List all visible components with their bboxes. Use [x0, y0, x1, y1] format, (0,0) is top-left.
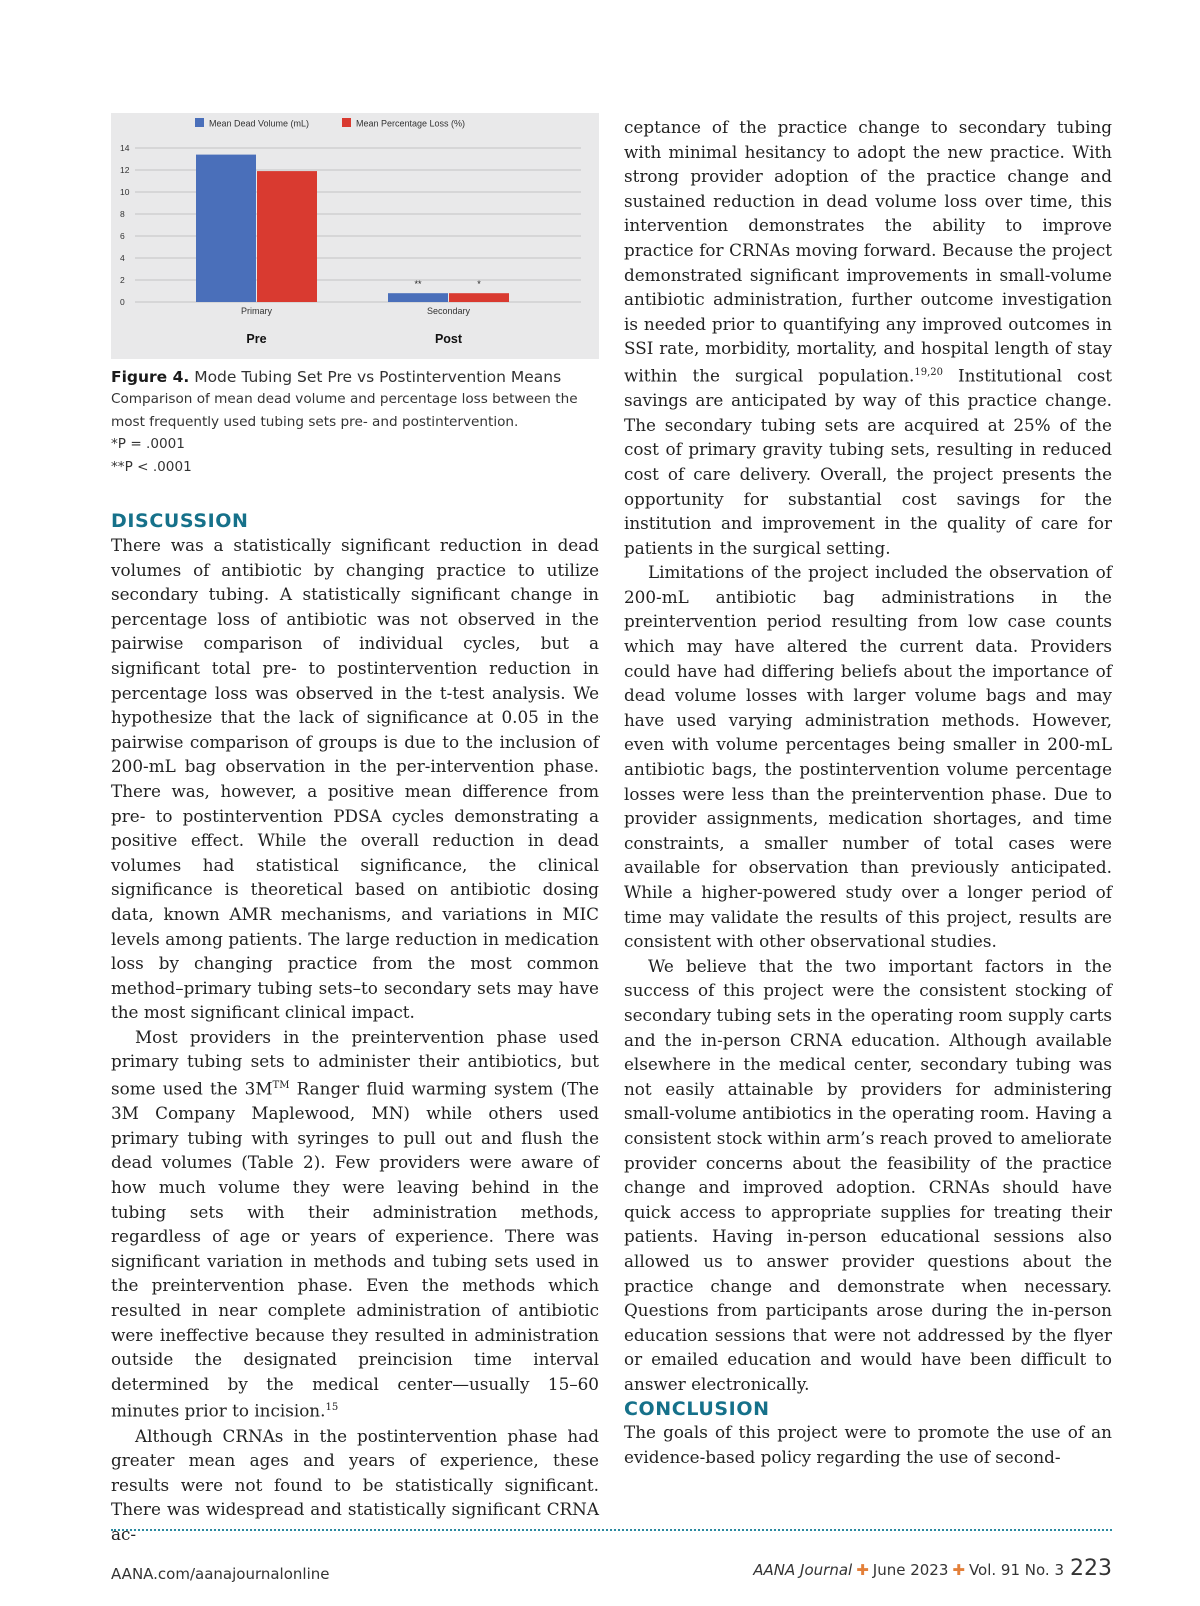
- discussion-paragraph-4-part-b: Institutional cost savings are anticipated by way of this practice change. The secondary tubing sets are acquired at 25% of the cost of primary gravity tubing sets, resulting in reduced cost of care delivery. Overall, the project presents the opportunity for substantial cost savings for the institution and improvement in the quality of care for patients in the surgical setting.: [624, 365, 1112, 558]
- x-group-label: Pre: [246, 332, 267, 346]
- reference-superscript-19-20: 19,20: [914, 366, 944, 378]
- legend-swatch: [342, 118, 351, 127]
- reference-superscript-15: 15: [325, 1402, 339, 1414]
- discussion-paragraph-2: [111, 1025, 599, 1424]
- discussion-paragraph-1: There was a statistically significant reduction in dead volumes of antibiotic by changing practice to utilize secondary tubing. A statistically significant change in percentage loss of antibiotic was not observed in the pairwise comparison of individual cycles, but a significant total pre- to postintervention reduction in percentage loss was observed in the t-test analysis. We hypothesize that the lack of significance at 0.05 in the pairwise comparison of groups is due to the inclusion of 200-mL bag observation in the per-intervention phase. There was, however, a positive mean difference from pre- to postintervention PDSA cycles demonstrating a positive effect. While the overall reduction in dead volumes had statistical significance, the clinical significance is theoretical based on antibiotic dosing data, known AMR mechanisms, and variations in MIC levels among patients. The large reduction in medication loss by changing practice from the most common method–primary tubing sets–to secondary sets may have the most significant clinical impact.: [111, 535, 599, 1023]
- x-category-label: Primary: [241, 306, 272, 316]
- conclusion-heading: CONCLUSION: [624, 1398, 770, 1420]
- y-tick-label: 8: [120, 209, 125, 219]
- discussion-paragraph-4-part-a: ceptance of the practice change to secondary tubing with minimal hesitancy to adopt the new practice. With strong provider adoption of the practice change and sustained reduction in dead volume loss over time, this intervention demonstrates the ability to improve practice for CRNAs moving forward. Because the project demonstrated significant improvements in small-volume antibiotic administration, further outcome investigation is needed prior to quantifying any improved outcomes in SSI rate, morbidity, mortality, and hospital length of stay within the surgical population.: [624, 117, 1112, 386]
- y-tick-label: 14: [120, 143, 130, 153]
- bar-secondary-percentage-loss: [449, 293, 509, 302]
- caption-p-value-1: *P = .0001: [111, 436, 185, 452]
- x-category-label: Secondary: [426, 306, 471, 316]
- caption-description: Comparison of mean dead volume and percentage loss between the most frequently used tubing sets pre- and postintervention.: [111, 391, 578, 430]
- plus-icon: ✚: [952, 1561, 965, 1579]
- discussion-paragraph-4: [624, 115, 1112, 560]
- discussion-heading: DISCUSSION: [111, 510, 249, 532]
- y-tick-label: 4: [120, 253, 125, 263]
- y-tick-label: 12: [120, 165, 130, 175]
- bar-primary-percentage-loss: [257, 171, 317, 302]
- x-group-label: Post: [434, 332, 463, 346]
- legend-label: Mean Dead Volume (mL): [209, 118, 310, 129]
- caption-p-value-2: **P < .0001: [111, 458, 192, 475]
- conclusion-paragraph-1: The goals of this project were to promote the use of an evidence-based policy regarding the use of second-: [624, 1422, 1112, 1467]
- caption-title: Mode Tubing Set Pre vs Postintervention Means: [194, 368, 562, 386]
- bar-secondary-dead-volume: [388, 293, 448, 302]
- footer-date: June 2023: [872, 1561, 949, 1579]
- discussion-paragraph-2-part-b: Ranger fluid warming system (The 3M Company Maplewood, MN) while others used primary tubing with syringes to pull out and flush the dead volumes (Table 2). Few providers were aware of how much volume they were leaving behind in the tubing sets with their administration methods, regardless of age or years of experience. There was significant variation in methods and tubing sets used in the preintervention phase. Even the methods which resulted in near complete administration of antibiotic were ineffective because they resulted in administration outside the designated preincision time interval determined by the medical center—usually 15–60 minutes prior to incision.: [111, 1078, 599, 1421]
- footer-journal-name: AANA Journal: [753, 1561, 853, 1579]
- page-number: 223: [1070, 1556, 1112, 1581]
- right-column: [624, 115, 1112, 1396]
- footer-divider: [111, 1529, 1112, 1531]
- y-tick-label: 2: [120, 275, 125, 285]
- significance-annotation: **: [414, 279, 422, 290]
- discussion-paragraph-3: Although CRNAs in the postintervention phase had greater mean ages and years of experience, these results were not found to be statistically significant. There was widespread and statistically significant CRNA ac-: [111, 1425, 599, 1544]
- legend-swatch: [195, 118, 204, 127]
- figure-caption: [111, 366, 599, 478]
- footer-volume: Vol. 91 No. 3: [968, 1561, 1064, 1579]
- y-tick-label: 10: [120, 187, 130, 197]
- discussion-paragraph-2-part-a: Most providers in the preintervention phase used primary tubing sets to administer their antibiotics, but some used the 3M: [111, 1026, 599, 1099]
- conclusion-column: [624, 1420, 1112, 1469]
- bar-primary-dead-volume: [196, 155, 256, 302]
- caption-label: Figure 4.: [111, 368, 190, 386]
- figure-4-chart: [111, 113, 599, 359]
- left-column: [111, 533, 599, 1547]
- footer-website[interactable]: AANA.com/aanajournalonline: [111, 1565, 330, 1583]
- footer-journal-info: [753, 1556, 1112, 1581]
- caption-title-line: [111, 366, 599, 388]
- bar-chart-svg: [111, 113, 599, 359]
- discussion-paragraph-5: Limitations of the project included the observation of 200-mL antibiotic bag administrations in the preintervention period resulting from low case counts which may have altered the current data. Providers could have had differing beliefs about the importance of dead volume losses with larger volume bags and may have used varying administration methods. However, even with volume percentages being smaller in 200-mL antibiotic bags, the postintervention volume percentage losses were less than the preintervention phase. Due to provider assignments, medication shortages, and time constraints, a smaller number of total cases were available for observation than previously anticipated. While a higher-powered study over a longer period of time may validate the results of this project, results are consistent with other observational studies.: [624, 562, 1112, 952]
- plus-icon: ✚: [856, 1561, 869, 1579]
- legend-label: Mean Percentage Loss (%): [356, 118, 466, 129]
- trademark-superscript: TM: [272, 1080, 290, 1092]
- significance-annotation: *: [477, 279, 481, 290]
- discussion-paragraph-6: We believe that the two important factors in the success of this project were the consistent stocking of secondary tubing sets in the operating room supply carts and the in-person CRNA education. Although available elsewhere in the medical center, secondary tubing was not easily attainable by providers for administering small-volume antibiotics in the operating room. Having a consistent stock within arm’s reach proved to ameliorate provider concerns about the feasibility of the practice change and improved adoption. CRNAs should have quick access to appropriate supplies for treating their patients. Having in-person educational sessions also allowed us to answer provider questions about the practice change and demonstrate when necessary. Questions from participants arose during the in-person education sessions that were not addressed by the flyer or emailed education and would have been difficult to answer electronically.: [624, 955, 1112, 1394]
- y-tick-label: 0: [120, 297, 125, 307]
- y-tick-label: 6: [120, 231, 125, 241]
